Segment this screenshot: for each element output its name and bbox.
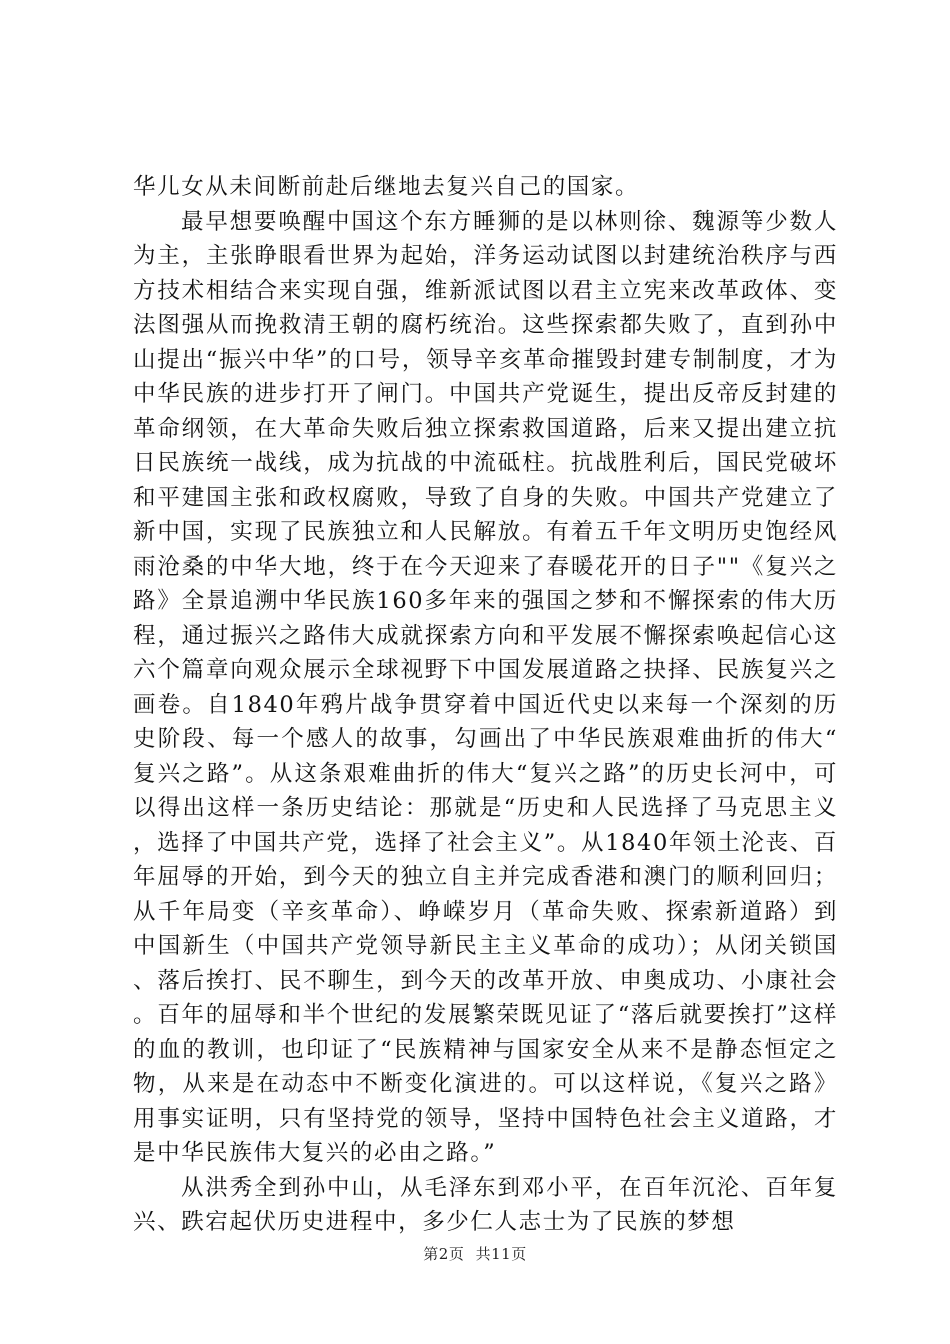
paragraph-leaders: 从洪秀全到孙中山，从毛泽东到邓小平，在百年沉沦、百年复兴、跌宕起伏历史进程中，多少仁人志士为了民族的梦想: [133, 1174, 838, 1235]
page-footer: [0, 1243, 950, 1264]
paragraph-revival-history: 最早想要唤醒中国这个东方睡狮的是以林则徐、魏源等少数人为主，主张睁眼看世界为起始，洋务运动试图以封建统治秩序与西方技术相结合来实现自强，维新派试图以君主立宪来改革政体、变法图强从而挽救清王朝的腐朽统治。这些探索都失败了，直到孙中山提出“振兴中华”的口号，领导辛亥革命摧毁封建专制制度，才为中华民族的进步打开了闸门。中国共产党诞生，提出反帝反封建的革命纲领，在大革命失败后独立探索救国道路，后来又提出建立抗日民族统一战线，成为抗战的中流砥柱。抗战胜利后，国民党破坏和平建国主张和政权腐败，导致了自身的失败。中国共产党建立了新中国，实现了民族独立和人民解放。有着五千年文明历史饱经风雨沧桑的中华大地，终于在今天迎来了春暖花开的日子""《复兴之路》全景追溯中华民族160多年来的强国之梦和不懈探索的伟大历程，通过振兴之路伟大成就探索方向和平发展不懈探索唤起信心这六个篇章向观众展示全球视野下中国发展道路之抉择、民族复兴之画卷。自1840年鸦片战争贯穿着中国近代史以来每一个深刻的历史阶段、每一个感人的故事，勾画出了中华民族艰难曲折的伟大“复兴之路”。从这条艰难曲折的伟大“复兴之路”的历史长河中，可以得出这样一条历史结论：那就是“历史和人民选择了马克思主义，选择了中国共产党，选择了社会主义”。从1840年领土沦丧、百年屈辱的开始，到今天的独立自主并完成香港和澳门的顺利回归；从千年局变（辛亥革命）、峥嵘岁月（革命失败、探索新道路）到中国新生（中国共产党领导新民主主义革命的成功）；从闭关锁国、落后挨打、民不聊生，到今天的改革开放、申奥成功、小康社会。百年的屈辱和半个世纪的发展繁荣既见证了“落后就要挨打”这样的血的教训，也印证了“民族精神与国家安全从来不是静态恒定之物，从来是在动态中不断变化演进的。可以这样说，《复兴之路》用事实证明，只有坚持党的领导，坚持中国特色社会主义道路，才是中华民族伟大复兴的必由之路。”: [133, 208, 838, 1166]
page-total: 共11页: [475, 1245, 527, 1263]
page-number: 第2页: [423, 1245, 465, 1263]
document-body: [133, 170, 838, 1240]
paragraph-continuation: 华儿女从未间断前赴后继地去复兴自己的国家。: [133, 174, 640, 200]
